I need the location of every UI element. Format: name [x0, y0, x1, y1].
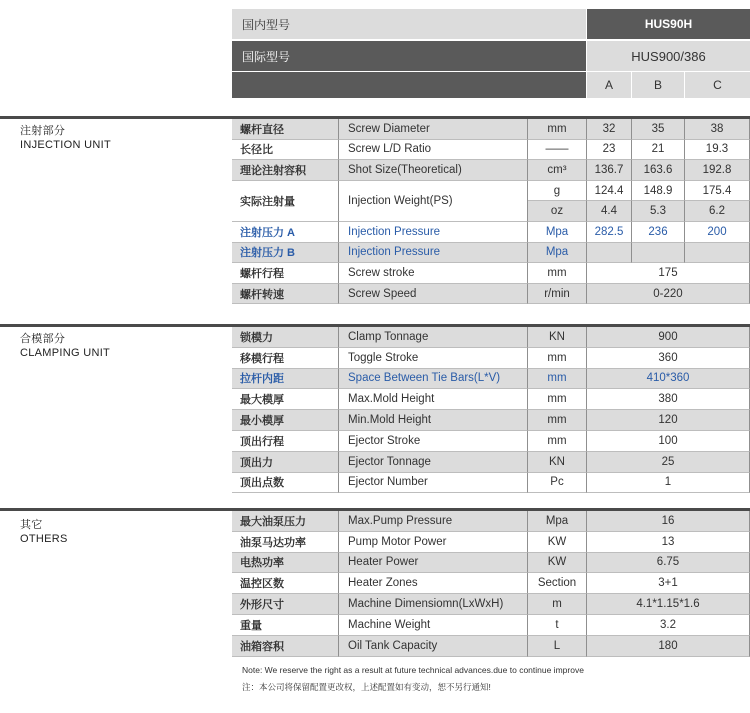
- col-c-label: C: [713, 78, 722, 92]
- spec-name-en: Heater Power: [339, 553, 528, 574]
- spec-unit: t: [528, 615, 587, 636]
- note-cn: 注：本公司将保留配置更改权，上述配置如有变动，恕不另行通知!: [242, 682, 491, 692]
- spec-value-a: 136.7: [587, 160, 632, 181]
- spec-name-en: Ejector Stroke: [339, 431, 528, 452]
- spec-name-en: Space Between Tie Bars(L*V): [339, 369, 528, 390]
- spec-name-cn: 移模行程: [232, 348, 339, 369]
- spec-value-a: [587, 243, 632, 264]
- spec-name-cn: 油泵马达功率: [232, 532, 339, 553]
- spec-unit: r/min: [528, 284, 587, 305]
- spec-value: 410*360: [587, 369, 750, 390]
- clamping-section-title: [20, 332, 110, 360]
- col-c-header: [685, 72, 750, 98]
- spec-value: 16: [587, 511, 750, 532]
- intl-model-label-cell: [232, 41, 586, 71]
- spec-name-en: Max.Mold Height: [339, 389, 528, 410]
- spec-value: 120: [587, 410, 750, 431]
- spec-unit: Mpa: [528, 222, 587, 243]
- spec-unit: KW: [528, 532, 587, 553]
- spec-name-cn: 注射压力 B: [232, 243, 339, 264]
- injection-title-cn: 注射部分: [20, 125, 66, 137]
- spec-name-cn: 温控区数: [232, 573, 339, 594]
- clamping-title-cn: 合模部分: [20, 333, 66, 345]
- spec-name-cn: 外形尺寸: [232, 594, 339, 615]
- spec-value-c: [685, 243, 750, 264]
- spec-value-a: 124.4: [587, 181, 632, 202]
- spec-value-c: 19.3: [685, 140, 750, 161]
- spec-unit: g: [528, 181, 587, 202]
- spec-unit: KW: [528, 553, 587, 574]
- spec-name-cn: 锁模力: [232, 327, 339, 348]
- spec-value: 13: [587, 532, 750, 553]
- spec-name-en: Ejector Number: [339, 473, 528, 494]
- spec-value-b: 236: [632, 222, 685, 243]
- clamping-title-en: CLAMPING UNIT: [20, 347, 111, 359]
- spec-value: 100: [587, 431, 750, 452]
- spec-value-a: 282.5: [587, 222, 632, 243]
- spec-name-en: Ejector Tonnage: [339, 452, 528, 473]
- spec-value: 6.75: [587, 553, 750, 574]
- header-spacer: [232, 72, 586, 98]
- spec-value: 175: [587, 263, 750, 284]
- others-title-en: OTHERS: [20, 533, 68, 545]
- spec-unit: Section: [528, 573, 587, 594]
- spec-value: 360: [587, 348, 750, 369]
- spec-unit: mm: [528, 431, 587, 452]
- spec-value-b: [632, 243, 685, 264]
- injection-section-title: [20, 124, 111, 152]
- spec-unit: mm: [528, 263, 587, 284]
- spec-name-en: Screw stroke: [339, 263, 528, 284]
- spec-value-c: 192.8: [685, 160, 750, 181]
- spec-name-en: Shot Size(Theoretical): [339, 160, 528, 181]
- spec-name-cn: 理论注射容积: [232, 160, 339, 181]
- spec-value-b: 163.6: [632, 160, 685, 181]
- spec-unit: mm: [528, 119, 587, 140]
- spec-value: 1: [587, 473, 750, 494]
- col-b-header: [632, 72, 685, 98]
- spec-value-c: 38: [685, 119, 750, 140]
- intl-model-label: 国际型号: [242, 49, 291, 64]
- spec-name-en: Injection Pressure: [339, 222, 528, 243]
- domestic-model: HUS90H: [644, 17, 693, 31]
- spec-value-c: 175.4: [685, 181, 750, 202]
- spec-value: 3+1: [587, 573, 750, 594]
- spec-name-en: Toggle Stroke: [339, 348, 528, 369]
- spec-unit: ——: [528, 140, 587, 161]
- spec-name-en: Machine Weight: [339, 615, 528, 636]
- spec-name-cn: 电热功率: [232, 553, 339, 574]
- spec-unit: KN: [528, 327, 587, 348]
- spec-name-en: Machine Dimensiomn(LxWxH): [339, 594, 528, 615]
- spec-unit: oz: [528, 201, 587, 222]
- spec-value-b: 21: [632, 140, 685, 161]
- col-b-label: B: [653, 78, 662, 92]
- spec-value-b: 5.3: [632, 201, 685, 222]
- spec-name-en: Screw Speed: [339, 284, 528, 305]
- spec-name-cn: 螺杆转速: [232, 284, 339, 305]
- others-title-cn: 其它: [20, 519, 43, 531]
- spec-unit: mm: [528, 410, 587, 431]
- injection-title-en: INJECTION UNIT: [20, 139, 111, 151]
- spec-value: 380: [587, 389, 750, 410]
- domestic-model-label-cell: [232, 9, 586, 39]
- note-en: Note: We reserve the right as a result at future technical advances.due to continue improve: [242, 665, 584, 675]
- spec-unit: m: [528, 594, 587, 615]
- spec-value: 25: [587, 452, 750, 473]
- spec-name-cn: 螺杆行程: [232, 263, 339, 284]
- spec-name-cn: 顶出力: [232, 452, 339, 473]
- spec-name-cn: 最小模厚: [232, 410, 339, 431]
- intl-model: HUS900/386: [631, 48, 706, 64]
- spec-unit: Pc: [528, 473, 587, 494]
- others-section-title: [20, 518, 68, 546]
- spec-name-en: Max.Pump Pressure: [339, 511, 528, 532]
- spec-name-en: Min.Mold Height: [339, 410, 528, 431]
- spec-name-cn: 最大模厚: [232, 389, 339, 410]
- spec-unit: mm: [528, 369, 587, 390]
- spec-name-en: Screw Diameter: [339, 119, 528, 140]
- spec-unit: mm: [528, 389, 587, 410]
- spec-unit: Mpa: [528, 511, 587, 532]
- spec-name-cn: 油箱容积: [232, 636, 339, 657]
- domestic-model-label: 国内型号: [242, 17, 291, 32]
- spec-value-b: 148.9: [632, 181, 685, 202]
- spec-name-cn: 最大油泵压力: [232, 511, 339, 532]
- spec-value-a: 23: [587, 140, 632, 161]
- intl-model-cell: [587, 41, 750, 71]
- spec-value-c: 6.2: [685, 201, 750, 222]
- spec-name-cn: 顶出点数: [232, 473, 339, 494]
- spec-name-en: Oil Tank Capacity: [339, 636, 528, 657]
- spec-value: 180: [587, 636, 750, 657]
- spec-name-cn: 拉杆内距: [232, 369, 339, 390]
- spec-value-c: 200: [685, 222, 750, 243]
- spec-name-en: Clamp Tonnage: [339, 327, 528, 348]
- spec-value: 900: [587, 327, 750, 348]
- spec-unit: cm³: [528, 160, 587, 181]
- spec-unit: Mpa: [528, 243, 587, 264]
- spec-value: 3.2: [587, 615, 750, 636]
- spec-name-cn: 长径比: [232, 140, 339, 161]
- spec-value-a: 32: [587, 119, 632, 140]
- spec-name-en: Pump Motor Power: [339, 532, 528, 553]
- spec-unit: mm: [528, 348, 587, 369]
- domestic-model-cell: [587, 9, 750, 39]
- col-a-label: A: [604, 78, 613, 92]
- spec-name-cn: 注射压力 A: [232, 222, 339, 243]
- spec-name-cn: 螺杆直径: [232, 119, 339, 140]
- spec-name-cn: 顶出行程: [232, 431, 339, 452]
- col-a-header: [587, 72, 632, 98]
- spec-unit: L: [528, 636, 587, 657]
- spec-name-cn: 重量: [232, 615, 339, 636]
- spec-value-a: 4.4: [587, 201, 632, 222]
- spec-name-en: Injection Weight(PS): [339, 181, 528, 222]
- spec-name-en: Injection Pressure: [339, 243, 528, 264]
- spec-name-cn: 实际注射量: [232, 181, 339, 222]
- spec-name-en: Screw L/D Ratio: [339, 140, 528, 161]
- spec-value: 0-220: [587, 284, 750, 305]
- spec-unit: KN: [528, 452, 587, 473]
- spec-value-b: 35: [632, 119, 685, 140]
- spec-name-en: Heater Zones: [339, 573, 528, 594]
- spec-value: 4.1*1.15*1.6: [587, 594, 750, 615]
